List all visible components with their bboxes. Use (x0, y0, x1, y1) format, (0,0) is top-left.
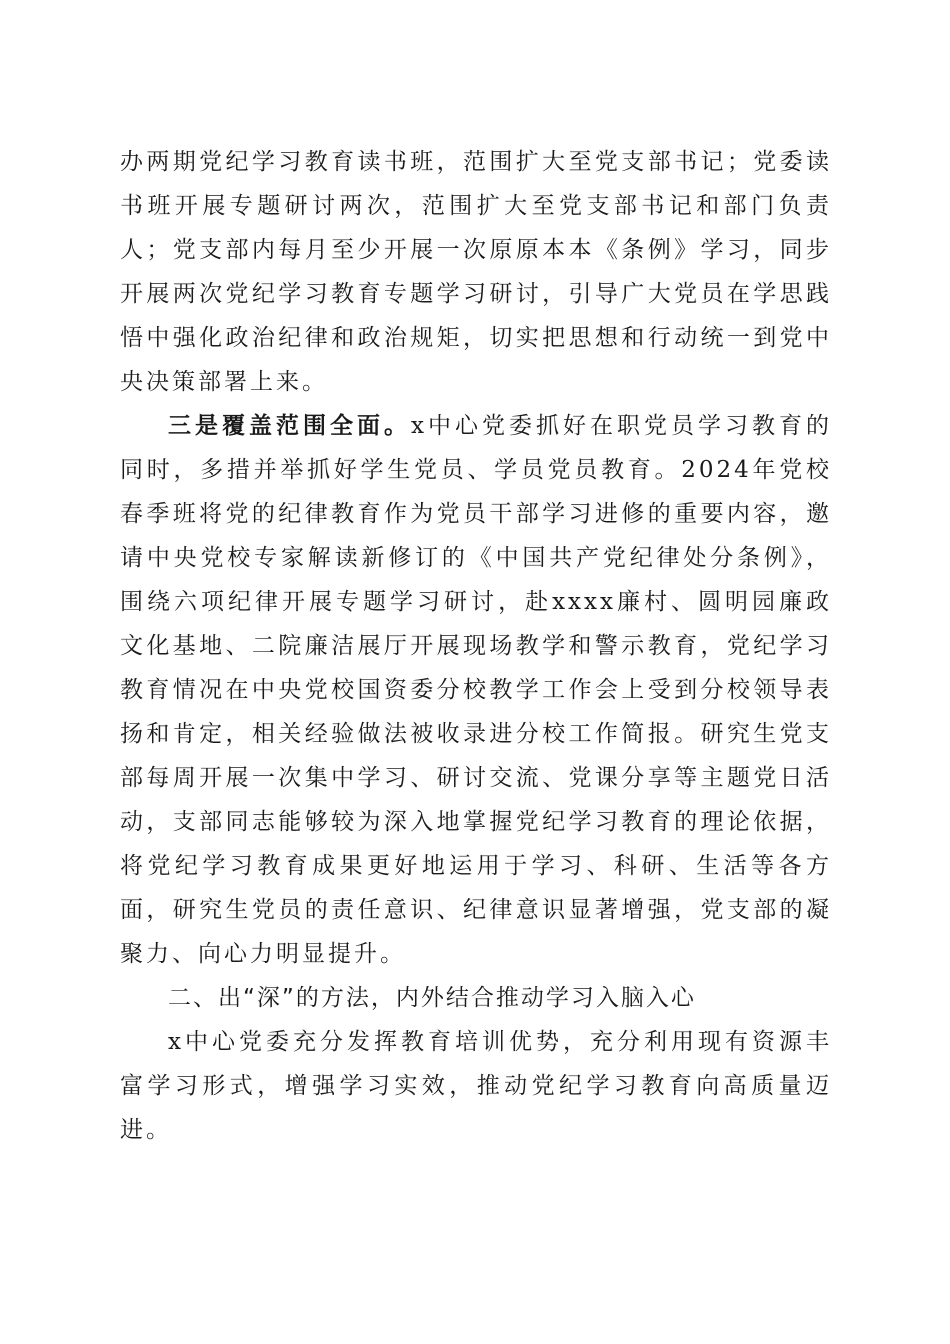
paragraph-body-text: x中心党委抓好在职党员学习教育的同时，多措并举抓好学生党员、学员党员教育。2024年党校春季班将党的纪律教育作为党员干部学习进修的重要内容，邀请中央党校专家解读新修订的《中国共产党纪律处分条例》，围绕六项纪律开展专题学习研讨，赴xxxx廉村、圆明园廉政文化基地、二院廉洁展厅开展现场教学和警示教育，党纪学习教育情况在中央党校国资委分校教学工作会上受到分校领导表扬和肯定，相关经验做法被收录进分校工作简报。研究生党支部每周开展一次集中学习、研讨交流、党课分享等主题党日活动，支部同志能够较为深入地掌握党纪学习教育的理论依据，将党纪学习教育成果更好地运用于学习、科研、生活等各方面，研究生党员的责任意识、纪律意识显著增强，党支部的凝聚力、向心力明显提升。 (120, 413, 832, 967)
paragraph-section-intro: x中心党委充分发挥教育培训优势，充分利用现有资源丰富学习形式，增强学习实效，推动党纪学习教育向高质量迈进。 (120, 1029, 832, 1143)
section-heading: 二、出“深”的方法，内外结合推动学习入脑入心 (168, 985, 696, 1011)
paragraph-continuation: 办两期党纪学习教育读书班，范围扩大至党支部书记；党委读书班开展专题研讨两次，范围扩大至党支部书记和部门负责人；党支部内每月至少开展一次原原本本《条例》学习，同步开展两次党纪学习教育专题学习研讨，引导广大党员在学思践悟中强化政治纪律和政治规矩，切实把思想和行动统一到党中央决策部署上来。 (120, 149, 832, 395)
document-body (120, 140, 832, 1152)
paragraph-coverage (120, 404, 832, 976)
paragraph-lead-text: 三是覆盖范围全面。 (168, 412, 412, 439)
